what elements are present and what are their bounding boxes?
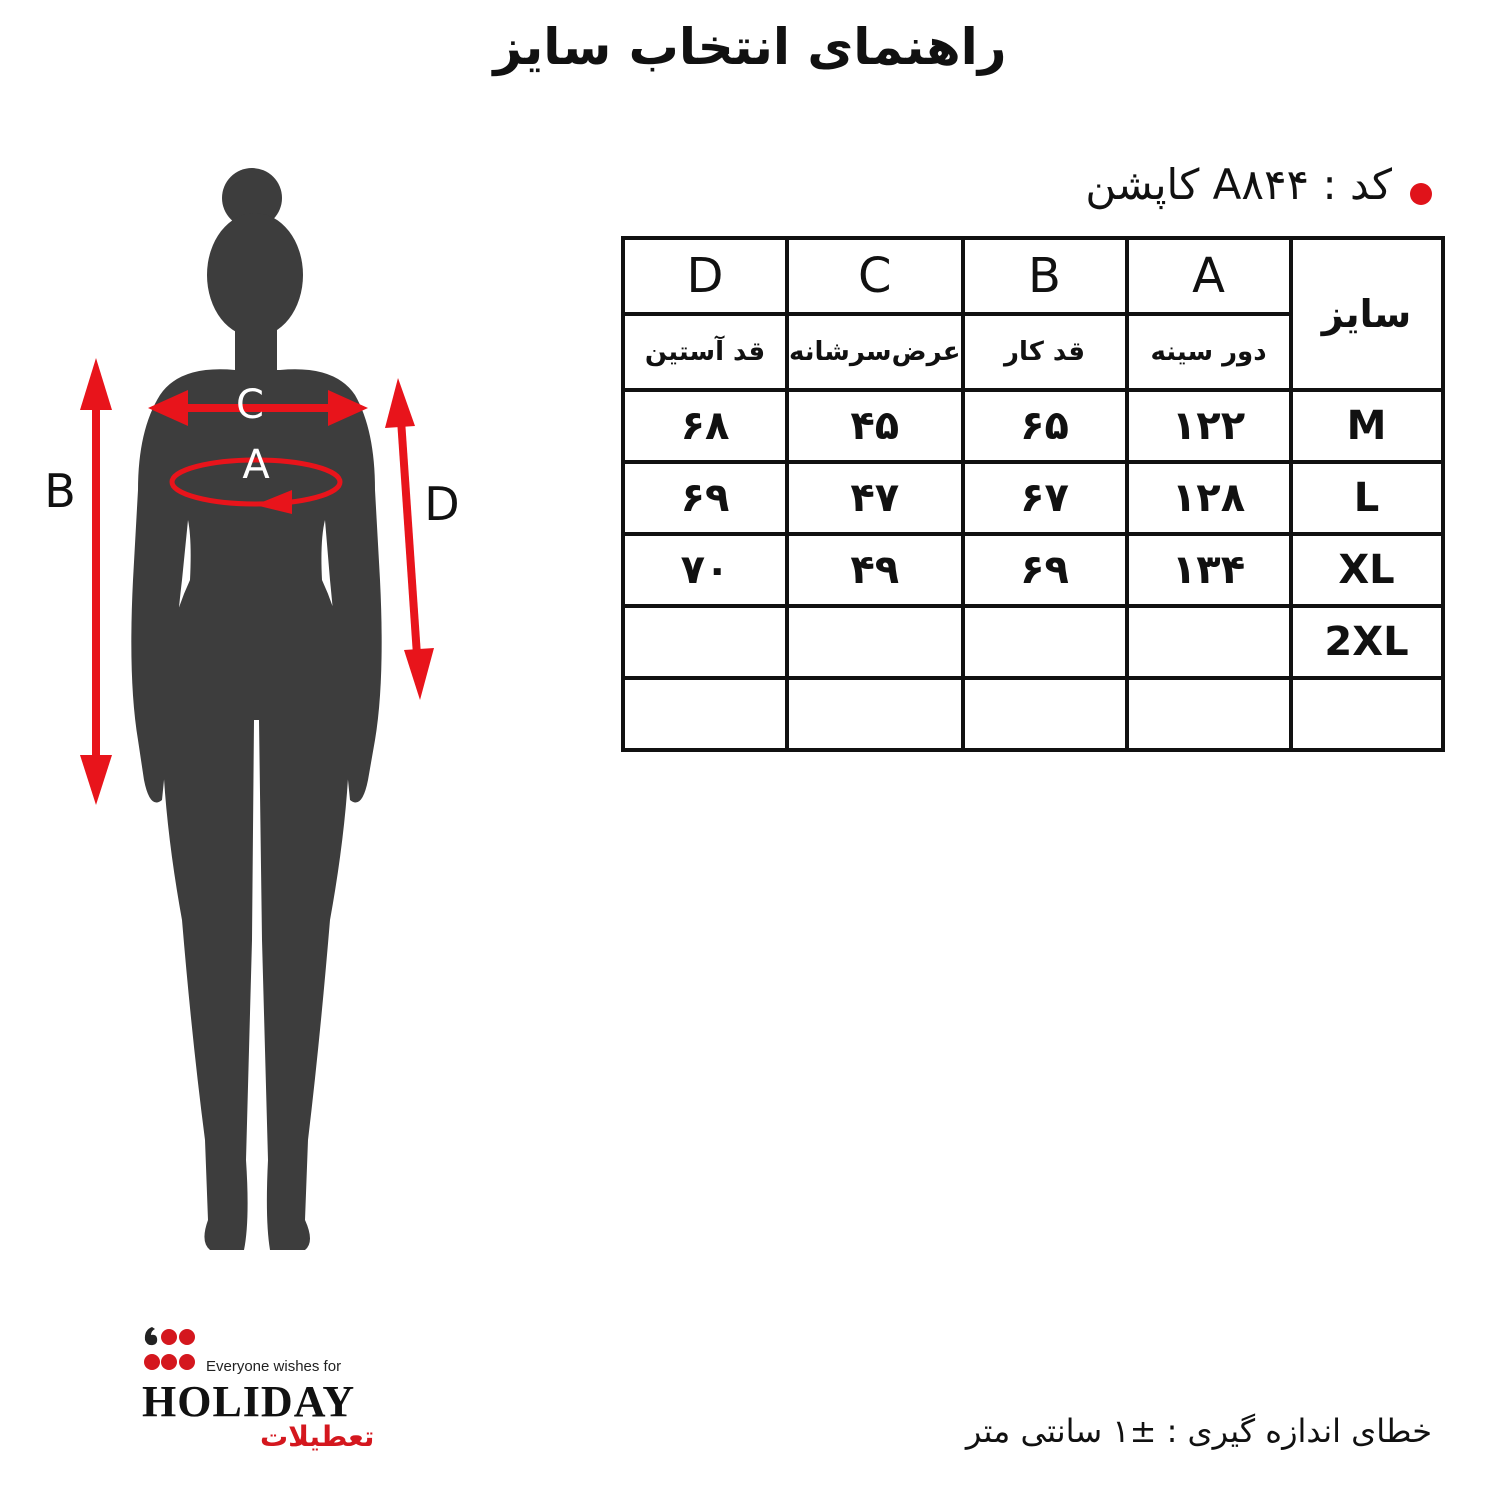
value-cell: ۴۹ xyxy=(787,534,963,606)
column-label-shoulder: عرض‌سرشانه xyxy=(787,314,963,390)
value-cell xyxy=(623,678,787,750)
value-cell xyxy=(1127,678,1291,750)
column-letter-b: B xyxy=(963,238,1127,314)
size-cell: 2XL xyxy=(1291,606,1443,678)
size-cell: XL xyxy=(1291,534,1443,606)
table-row xyxy=(623,678,1443,750)
body-measurement-figure xyxy=(30,160,490,1260)
bullet-dot xyxy=(1410,183,1432,205)
size-header: سایز xyxy=(1291,238,1443,390)
d-measure-arrow xyxy=(385,378,434,700)
column-letter-c: C xyxy=(787,238,963,314)
value-cell xyxy=(1127,606,1291,678)
logo-dots-icon xyxy=(142,1324,206,1374)
size-table xyxy=(621,236,1445,752)
size-cell xyxy=(1291,678,1443,750)
value-cell: ۶۵ xyxy=(963,390,1127,462)
a-label: A xyxy=(242,442,270,488)
value-cell: ۱۲۸ xyxy=(1127,462,1291,534)
value-cell: ۶۸ xyxy=(623,390,787,462)
value-cell xyxy=(963,678,1127,750)
column-label-length: قد کار xyxy=(963,314,1127,390)
b-label: B xyxy=(44,464,76,518)
value-cell xyxy=(787,678,963,750)
product-code: کد : A۸۴۴ کاپشن xyxy=(1085,160,1392,209)
b-measure-arrow xyxy=(80,358,112,805)
table-header-letters xyxy=(623,238,1443,314)
table-row xyxy=(623,534,1443,606)
value-cell xyxy=(623,606,787,678)
column-label-chest: دور سینه xyxy=(1127,314,1291,390)
table-row xyxy=(623,462,1443,534)
logo-tagline: Everyone wishes for xyxy=(206,1358,342,1375)
c-label: C xyxy=(236,382,264,428)
value-cell: ۱۲۲ xyxy=(1127,390,1291,462)
holiday-logo xyxy=(140,1320,400,1460)
table-row xyxy=(623,606,1443,678)
size-cell: M xyxy=(1291,390,1443,462)
value-cell: ۷۰ xyxy=(623,534,787,606)
logo-wordmark: HOLIDAY xyxy=(142,1377,356,1426)
value-cell: ۶۷ xyxy=(963,462,1127,534)
value-cell xyxy=(963,606,1127,678)
size-cell: L xyxy=(1291,462,1443,534)
page-title: راهنمای انتخاب سایز xyxy=(493,18,1007,76)
value-cell: ۶۹ xyxy=(963,534,1127,606)
value-cell: ۴۵ xyxy=(787,390,963,462)
product-code-line xyxy=(1085,160,1432,209)
value-cell: ۱۳۴ xyxy=(1127,534,1291,606)
value-cell: ۶۹ xyxy=(623,462,787,534)
column-letter-d: D xyxy=(623,238,787,314)
logo-persian: تعطیلات xyxy=(260,1420,375,1453)
value-cell: ۴۷ xyxy=(787,462,963,534)
table-row xyxy=(623,390,1443,462)
body-silhouette xyxy=(131,168,381,1250)
d-label: D xyxy=(424,477,460,531)
column-label-sleeve: قد آستین xyxy=(623,314,787,390)
measurement-error-note: خطای اندازه گیری : ±۱ سانتی متر xyxy=(965,1412,1432,1450)
column-letter-a: A xyxy=(1127,238,1291,314)
value-cell xyxy=(787,606,963,678)
